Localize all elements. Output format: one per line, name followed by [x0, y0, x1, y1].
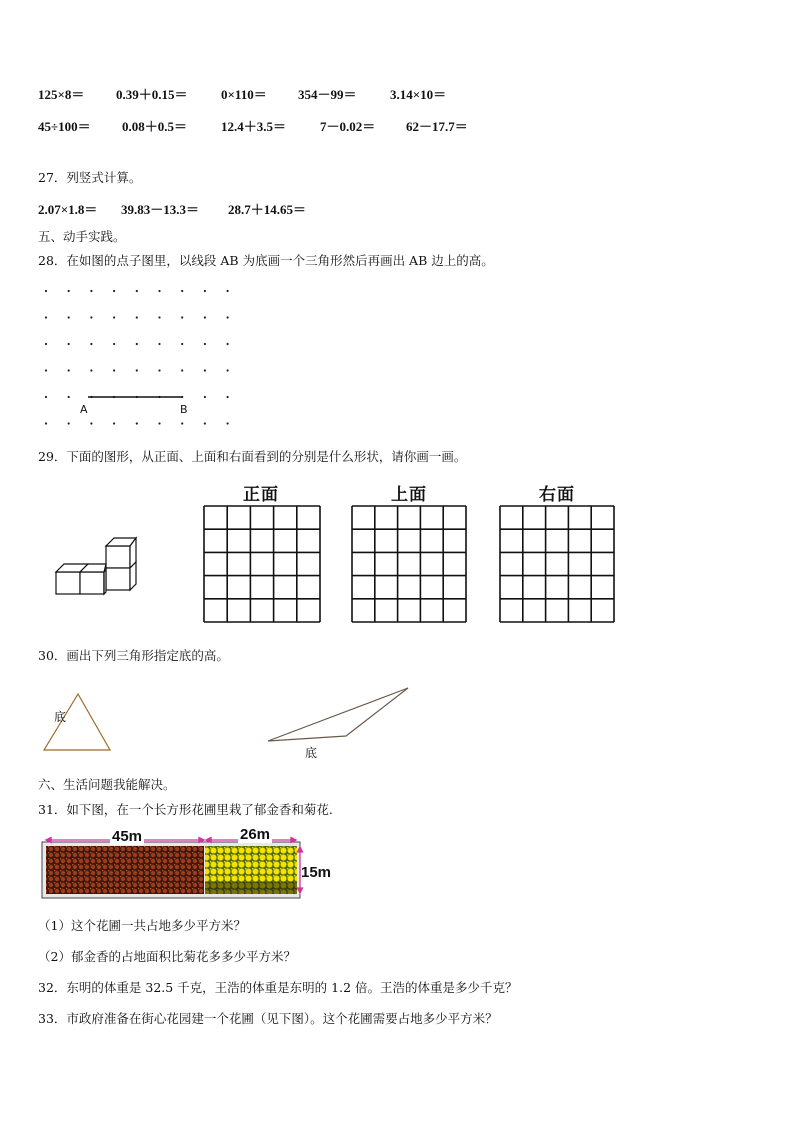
question-30-title: 30．画出下列三角形指定底的高。: [38, 648, 229, 663]
base-label-2: 底: [305, 746, 318, 760]
calc-item: 0×110＝: [221, 87, 267, 102]
calc-item: 7－0.02＝: [320, 119, 376, 134]
calc-item: 62－17.7＝: [406, 119, 468, 134]
calc-item: 125×8＝: [38, 87, 85, 102]
point-b-label: B: [180, 403, 188, 416]
question-31-sub-2: （2）郁金香的占地面积比菊花多多少平方米？: [38, 949, 296, 964]
base-label-1: 底: [54, 710, 67, 724]
point-a-label: A: [80, 403, 88, 416]
section-6-heading: 六、生活问题我能解决。: [38, 777, 176, 792]
question-31-title: 31．如下图，在一个长方形花圃里栽了郁金香和菊花.: [38, 802, 333, 817]
question-31-sub-1: （1）这个花圃一共占地多少平方米？: [38, 918, 246, 933]
dimension-chrysanthemum-width: 26m: [240, 826, 271, 843]
dimension-height: 15m: [301, 864, 332, 881]
grid-label-front: 正面: [243, 485, 279, 505]
calc-item: 3.14×10＝: [390, 87, 447, 102]
section-5-heading: 五、动手实践。: [38, 229, 126, 244]
question-28-title: 28．在如图的点子图里，以线段 AB 为底画一个三角形然后再画出 AB 边上的高。: [38, 253, 494, 268]
dimension-tulip-width: 45m: [112, 828, 143, 845]
tulip-area: [46, 846, 204, 894]
calc-item: 354－99＝: [298, 87, 357, 102]
vertical-calc-item: 2.07×1.8＝: [38, 202, 98, 217]
question-27-title: 27．列竖式计算。: [38, 170, 142, 185]
question-32-title: 32．东明的体重是 32.5 千克，王浩的体重是东明的 1.2 倍。王浩的体重是多少千克？: [38, 980, 518, 995]
vertical-calc-item: 39.83－13.3＝: [121, 202, 200, 217]
question-29-title: 29．下面的图形，从正面、上面和右面看到的分别是什么形状，请你画一画。: [38, 449, 467, 464]
vertical-calc-item: 28.7＋14.65＝: [228, 202, 307, 217]
calc-item: 0.39＋0.15＝: [116, 87, 188, 102]
calc-item: 12.4＋3.5＝: [221, 119, 287, 134]
calc-item: 0.08＋0.5＝: [122, 119, 188, 134]
grid-label-right: 右面: [539, 485, 575, 505]
question-33-title: 33．市政府准备在街心花园建一个花圃（见下图）。这个花圃需要占地多少平方米？: [38, 1011, 498, 1026]
calc-item: 45÷100＝: [38, 119, 91, 134]
grid-label-top: 上面: [391, 485, 427, 505]
